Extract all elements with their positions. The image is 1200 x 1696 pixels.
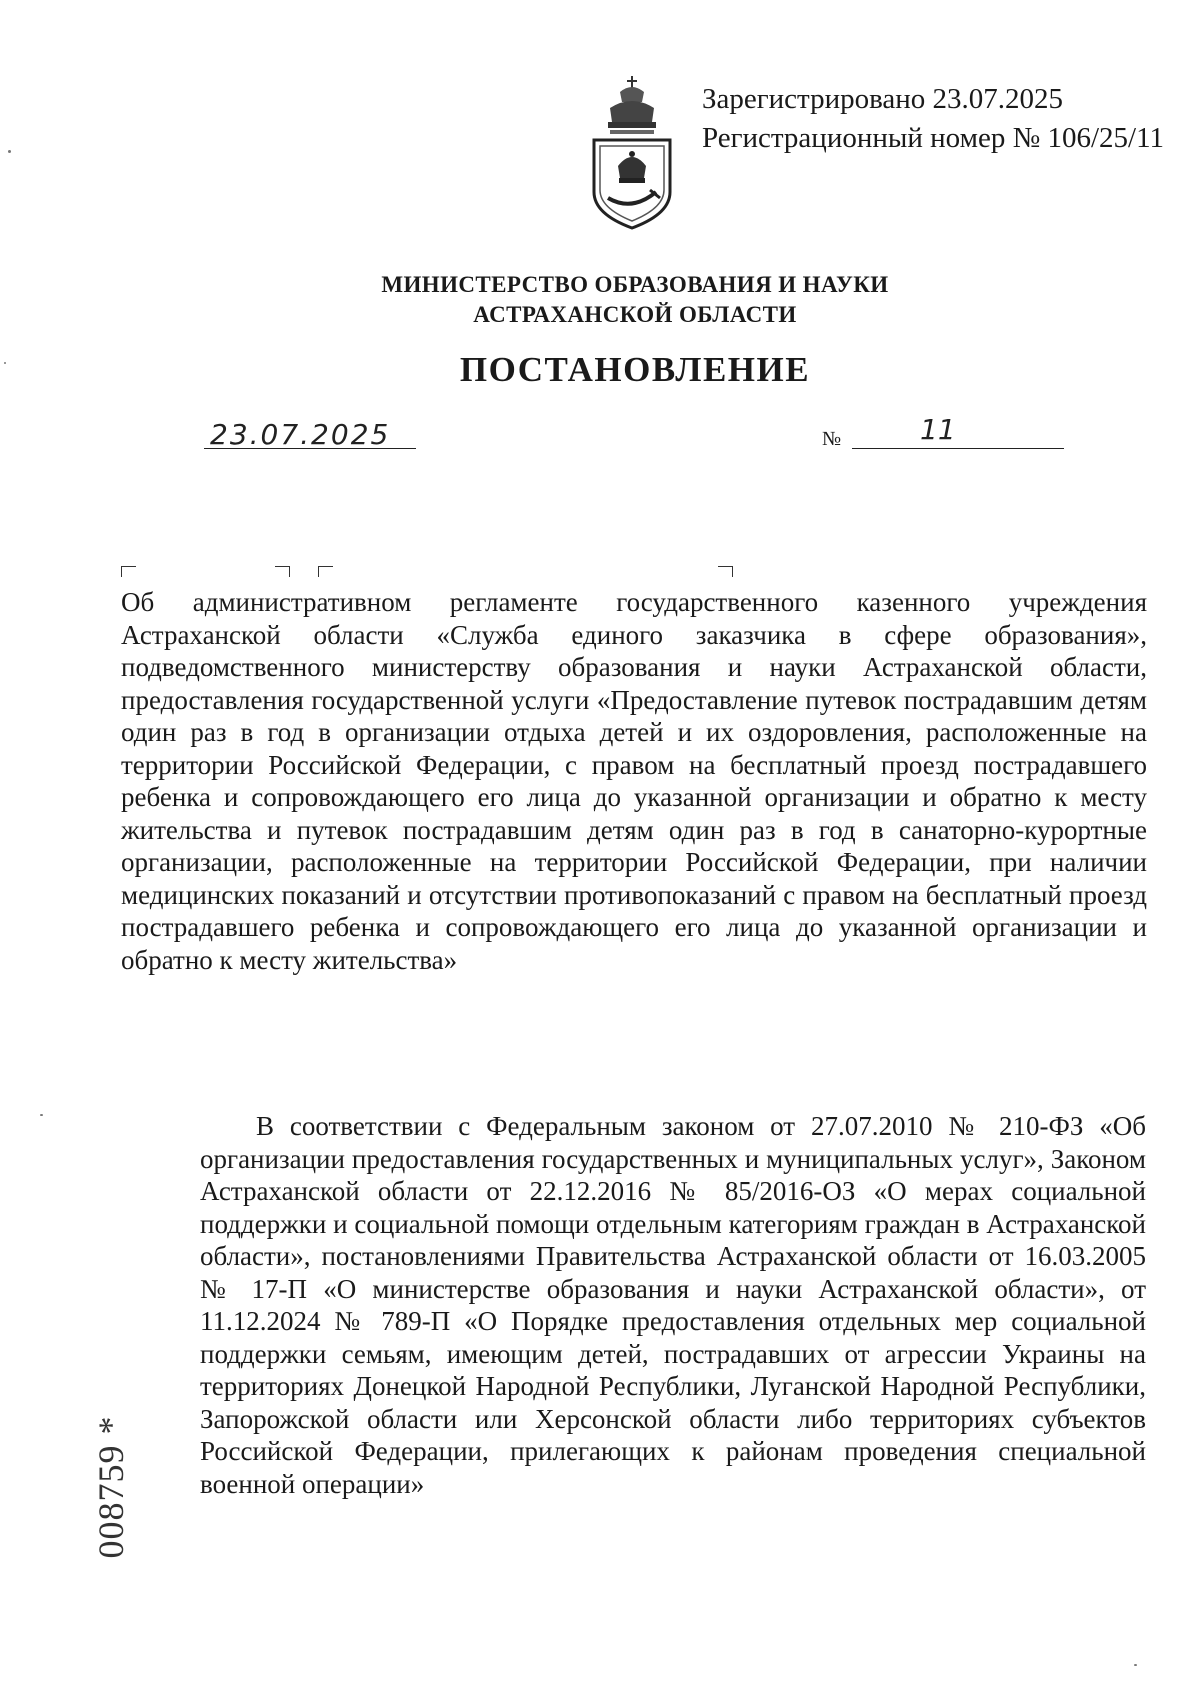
document-body: В соответствии с Федеральным законом от 27.07.2010 № 210-ФЗ «Об организации предоставления государственных и муниципальных услуг», Законом Астраханской области от 22.12.2016 № 85/2016-ОЗ «О мерах социальной поддержки и социальной помощи отдельным категориям граждан в Астраханской области», постановлениями Правительства Астраханской области от 16.03.2005 № 17-П «О министерстве образования и науки Астраханской области», от 11.12.2024 № 789-П «О Порядке предоставления отдельных мер социальной поддержки семьям, имеющим детей, пострадавших от агрессии Украины на территориях Донецкой Народной Республики, Луганской Народной Республики, Запорожской области или Херсонской области либо территориях субъектов Российской Федерации, прилегающих к районам проведения специальной военной операции»: [200, 1111, 1146, 1499]
handwritten-number: 11: [920, 413, 956, 446]
bracket-top-right-2: [718, 566, 733, 577]
date-underline: [204, 448, 416, 449]
document-subject: Об административном регламенте государственного казенного учреждения Астраханской области «Служба единого заказчика в сфере образования», подведомственного министерству образования и науки Астраханской области, предоставления государственной услуги «Предоставление путевок пострадавшим детям один раз в год в организации отдыха детей и их оздоровления, расположенные на территории Российской Федерации, с правом на бесплатный проезд пострадавшего ребенка и сопровождающего его лица до указанной организации и обратно к месту жительства и путевок пострадавшим детям один раз в год в санаторно-курортные организации, расположенные на территории Российской Федерации, при наличии медицинских показаний и отсутствии противопоказаний с правом на бесплатный проезд пострадавшего ребенка и сопровождающего его лица до указанной организации и обратно к месту жительства»: [121, 587, 1147, 975]
ministry-line-2: АСТРАХАНСКОЙ ОБЛАСТИ: [473, 302, 797, 327]
scan-speck: [40, 1114, 43, 1116]
bracket-top-left-2: [318, 566, 333, 577]
coat-of-arms-icon: [586, 74, 678, 232]
registration-number: Регистрационный номер № 106/25/11: [702, 122, 1165, 154]
document-title: ПОСТАНОВЛЕНИЕ: [459, 350, 811, 389]
ministry-line-1: МИНИСТЕРСТВО ОБРАЗОВАНИЯ И НАУКИ: [381, 272, 889, 297]
number-label: №: [822, 428, 842, 450]
scan-speck: [1134, 1664, 1137, 1666]
registration-date: Зарегистрировано 23.07.2025: [702, 83, 1064, 115]
ministry-name: [0, 270, 1200, 330]
scan-speck: [8, 150, 11, 153]
margin-serial-number: 008759 *: [91, 1415, 131, 1559]
bracket-top-left: [121, 566, 136, 577]
scan-speck: [4, 362, 6, 364]
bracket-top-right: [275, 566, 290, 577]
number-underline: [852, 448, 1064, 449]
registration-stamp: [702, 80, 1164, 158]
handwritten-date: 23.07.2025: [210, 418, 391, 451]
